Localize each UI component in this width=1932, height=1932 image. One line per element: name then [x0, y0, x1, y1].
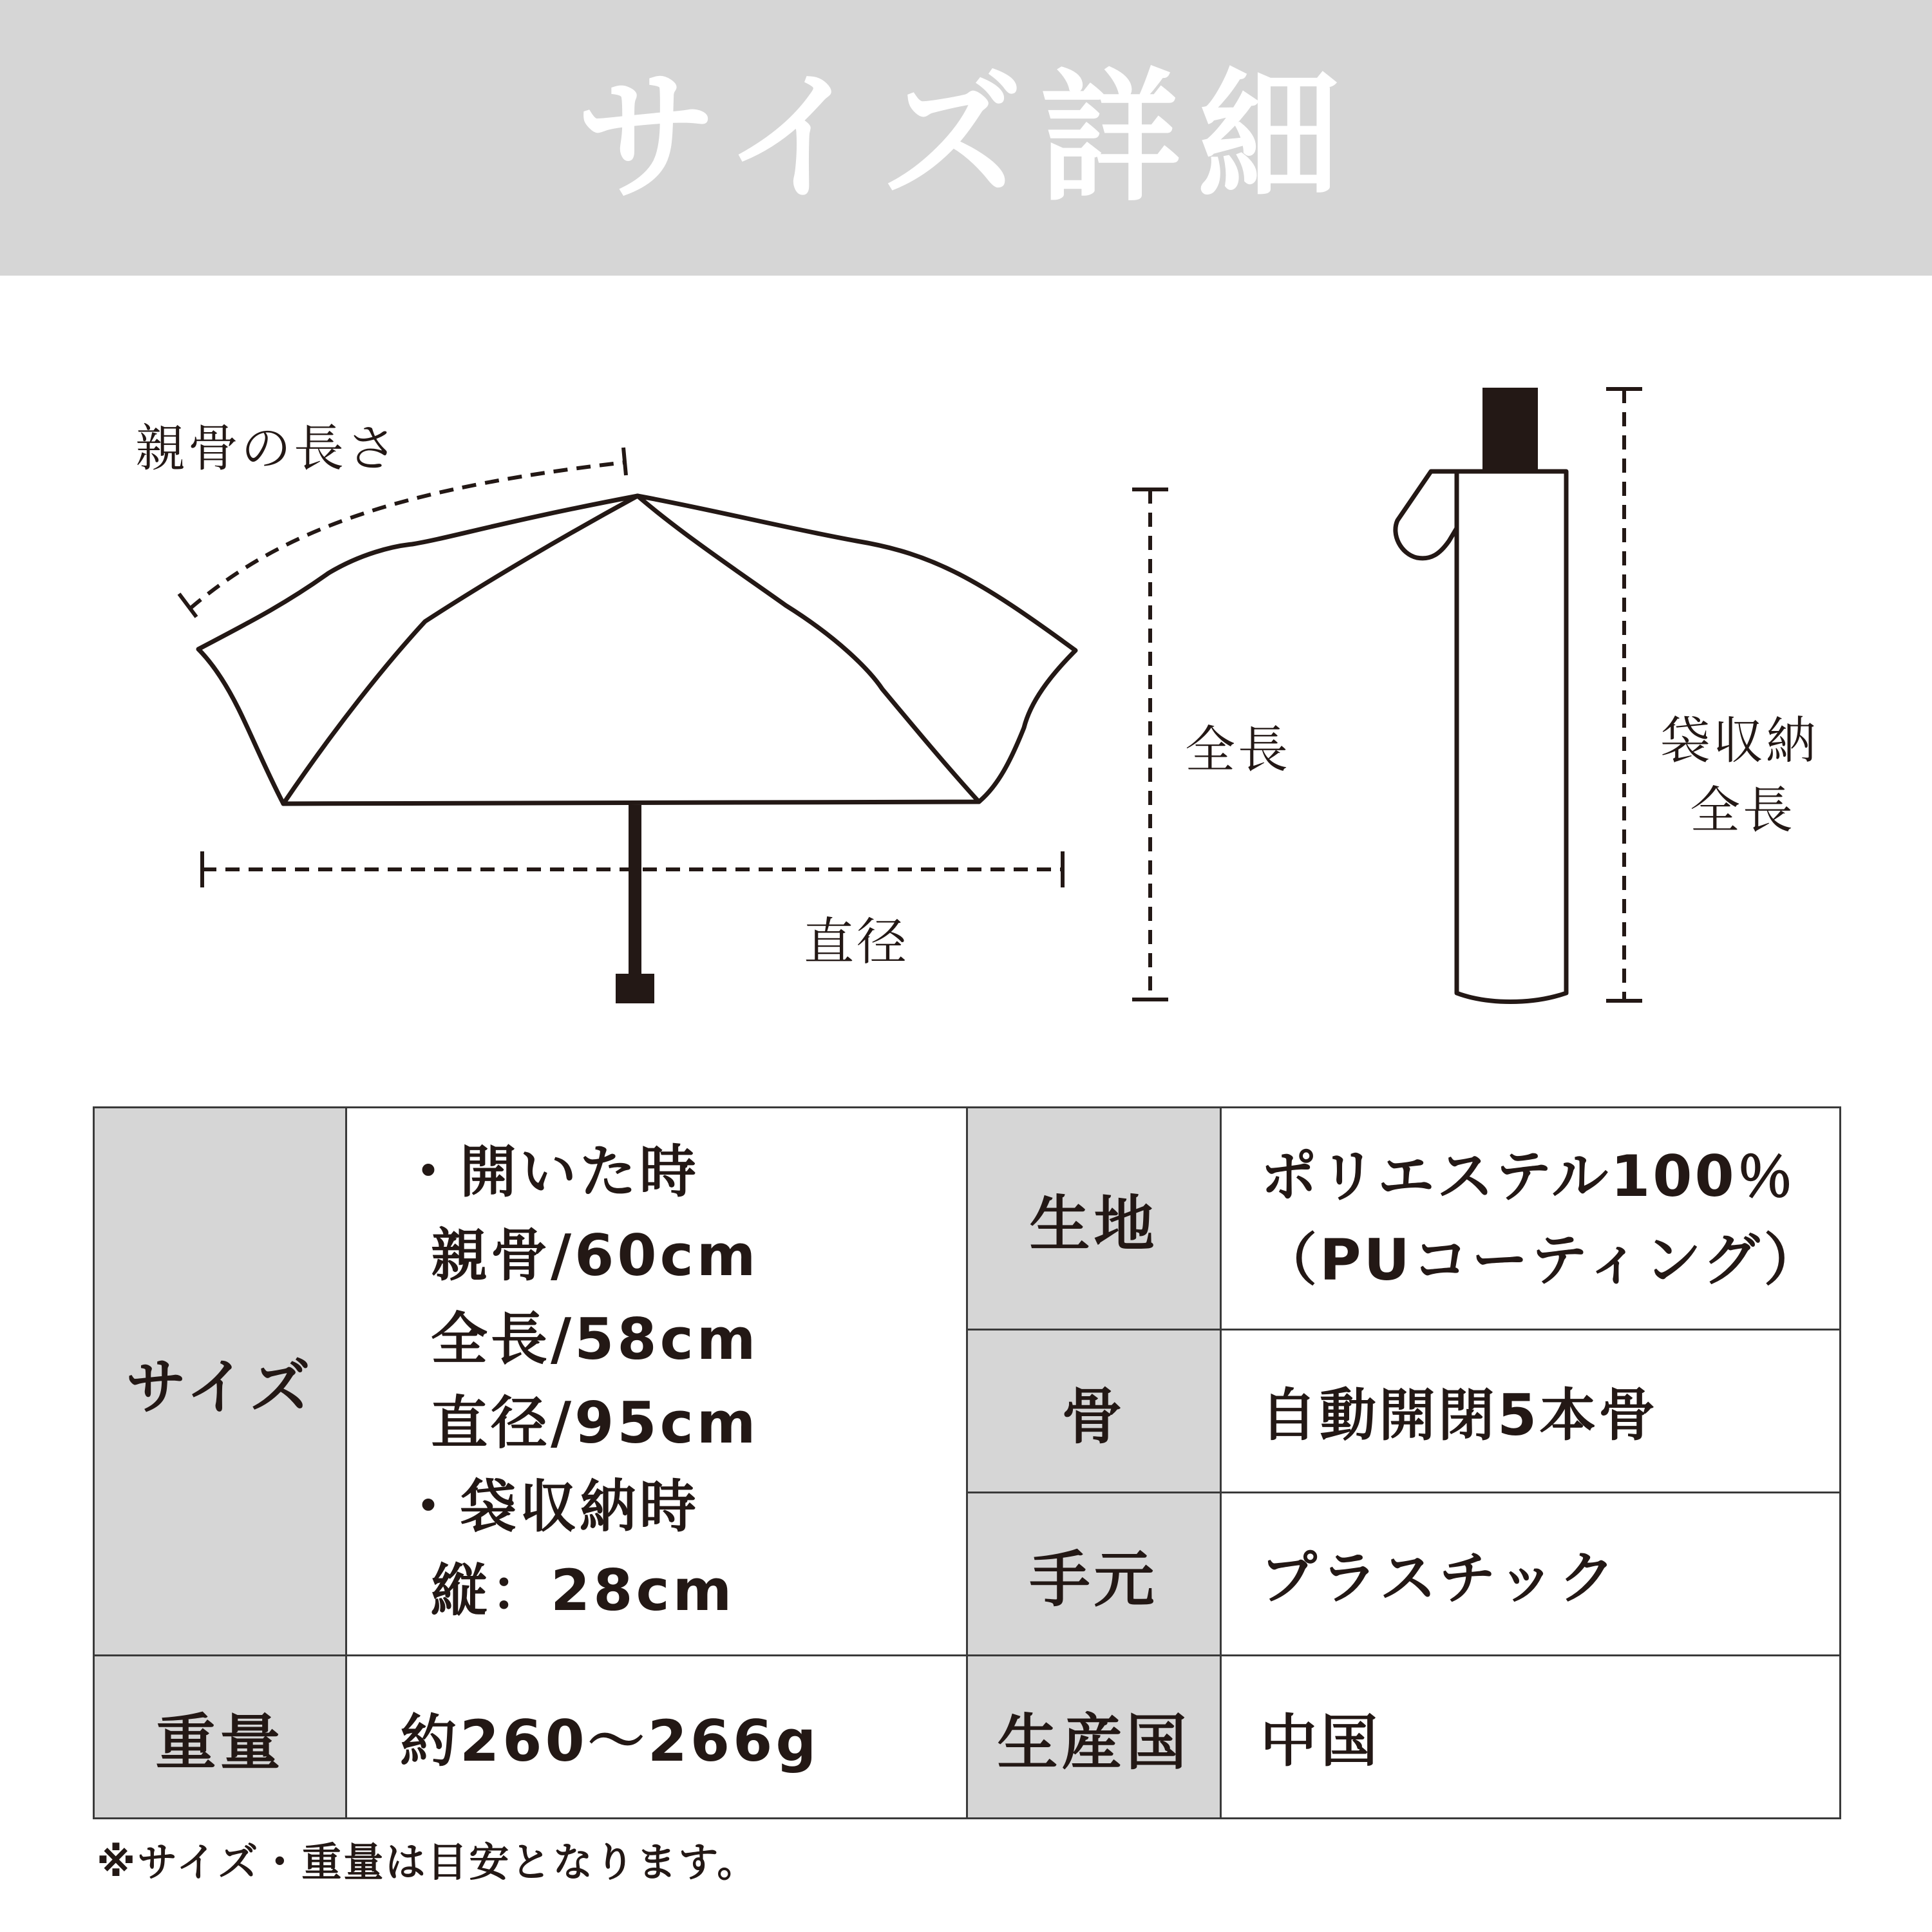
list-item: 直径/95cm — [431, 1390, 759, 1456]
ribs-value-cell — [1221, 1330, 1841, 1493]
table-row — [94, 1108, 1841, 1330]
origin-label-cell — [967, 1656, 1221, 1819]
diameter-label: 直径 — [804, 913, 910, 971]
handle-value-cell — [1221, 1493, 1841, 1656]
stored-length-label-line1: 袋収納 — [1660, 712, 1819, 770]
fabric-label-cell — [967, 1108, 1221, 1330]
list-item: 全長/58cm — [431, 1306, 759, 1372]
open-umbrella-canopy — [198, 496, 1075, 804]
folded-umbrella-strap — [1396, 471, 1457, 558]
rib-length-label: 親骨の長さ — [135, 420, 400, 478]
fabric-value-cell — [1221, 1108, 1841, 1330]
weight-value: 約260～266g — [400, 1708, 820, 1774]
size-label-cell — [94, 1108, 346, 1656]
handle-value: プラスチック — [1260, 1545, 1619, 1611]
weight-label-cell — [94, 1656, 346, 1819]
rib-length-dimension — [190, 462, 625, 609]
ribs-label-cell — [967, 1330, 1221, 1493]
stored-length-label-line2: 全長 — [1690, 782, 1796, 840]
page-title: サイズ詳細 — [575, 55, 1357, 220]
weight-label: 重量 — [155, 1707, 285, 1778]
origin-value: 中国 — [1260, 1708, 1382, 1774]
list-item: ・開いた時 — [400, 1139, 700, 1205]
folded-umbrella-body — [1457, 471, 1566, 1002]
size-list — [347, 1130, 966, 1633]
open-umbrella-handle — [616, 974, 654, 1003]
ribs-value: 自動開閉5本骨 — [1260, 1382, 1658, 1448]
size-label: サイズ — [126, 1352, 314, 1423]
size-value-cell — [346, 1108, 967, 1656]
fabric-value-line1: ポリエステル100％ — [1260, 1143, 1796, 1209]
open-umbrella-shaft — [629, 805, 641, 974]
origin-value-cell — [1221, 1656, 1841, 1819]
fabric-label: 生地 — [1029, 1189, 1159, 1260]
handle-label-cell — [967, 1493, 1221, 1656]
footnote: ※サイズ・重量は目安となります。 — [97, 1839, 759, 1886]
fabric-value-line2: （PUコーティング） — [1260, 1227, 1823, 1293]
table-row — [94, 1656, 1841, 1819]
ribs-label: 骨 — [1061, 1381, 1126, 1452]
total-length-label: 全長 — [1185, 721, 1291, 779]
weight-value-cell — [346, 1656, 967, 1819]
list-item: ・袋収納時 — [400, 1473, 700, 1540]
list-item: 縦：28cm — [431, 1557, 735, 1624]
list-item: 親骨/60cm — [431, 1222, 759, 1289]
handle-label: 手元 — [1029, 1544, 1159, 1615]
origin-label: 生産国 — [997, 1707, 1191, 1778]
spec-table — [93, 1106, 1841, 1819]
folded-umbrella-handle — [1482, 388, 1538, 471]
